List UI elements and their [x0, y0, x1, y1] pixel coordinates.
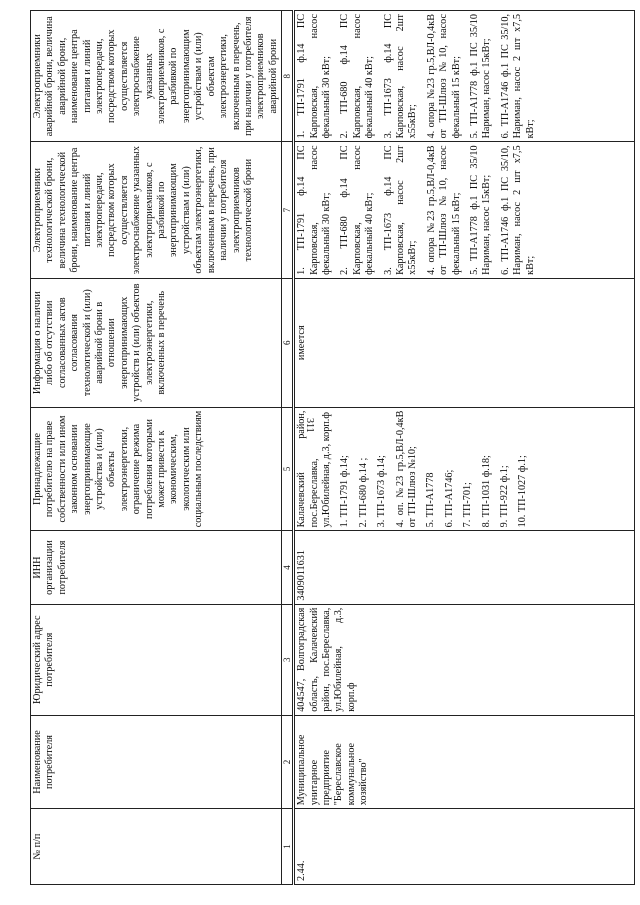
- consumer-table: [30, 10, 635, 885]
- facility-item: 3. ТП-1673 ф.14;: [376, 455, 388, 528]
- table-row: [294, 11, 635, 885]
- column-number: 3: [282, 604, 294, 715]
- header-facilities: Принадлежащие потребителю на праве собственности или ином законном основании энергопринимающие устройства и (или) объекты электроэнергетики, ограничение режима потребления которыми может привести к экономическим, экологическим или социальным последствиям: [31, 407, 282, 531]
- emergency-armor-item: 3. ТП-1673 ф.14 ПС Карповская, насос 2шт х55кВт;: [382, 14, 419, 139]
- tech-armor-item: 2. ТП-680 ф.14 ПС Карповская, насос фекальный 40 кВт;: [339, 145, 376, 275]
- tech-armor-cell: [294, 142, 635, 278]
- tech-armor-item: 4. опора №23 гр.5,ВЛ-0,4кВ от ТП-Шлюз №10, насос фекальный 15 кВт;: [425, 145, 462, 275]
- acts-status: имеется: [294, 278, 635, 407]
- column-number: 4: [282, 531, 294, 604]
- column-number: 6: [282, 278, 294, 407]
- inn-value: 3409011631: [294, 531, 635, 604]
- column-number: 8: [282, 11, 294, 142]
- header-row: [31, 11, 282, 885]
- legal-address: 404547, Волгоградская область, Калачевский район, пос.Береславка, ул.Юбилейная, д.3, корп.ф: [294, 604, 635, 715]
- consumer-name: Муниципальное унитарное предприятие "Береславское коммунальное хозяйство": [294, 715, 635, 808]
- column-number: 2: [282, 715, 294, 808]
- tech-armor-item: 5. ТП-А1778 ф.1 ПС 35/10 Нариман, насос 15кВт;: [469, 145, 493, 275]
- header-emergency-armor: Электроприемники аварийной брони, величина аварийной брони, наименование центра питания и линий электропередачи, посредством которых осуществляется электроснабжение указанных электроприемников, с разбивкой по энергопринимающим устройствам и (или) объектам электроэнергетики, включенным в перечень, при наличии у потребителя электроприемников аварийной брони: [31, 11, 282, 142]
- tech-armor-item: 1. ТП-1791 ф.14 ПС Карповская, насос фекальный 30 кВт;: [296, 145, 332, 275]
- header-consumer-name: Наименование потребителя: [31, 715, 282, 808]
- header-num: № п/п: [31, 809, 282, 885]
- column-number-row: [282, 11, 294, 885]
- header-tech-armor: Электроприемники технологической брони, величина технологической брони, наименование центра питания и линий электропередачи, посредством которых осуществляется электроснабжение указанных электроприемников, с разбивкой по энергопринимающим устройствам и (или) объектам электроэнергетики, включенным в перечень, при наличии у потребителя электроприемников технологической брони: [31, 142, 282, 278]
- facility-item: 9. ТП-922 ф.1;: [499, 465, 510, 528]
- header-acts: Информация о наличии либо об отсутствии согласованных актов согласования технологической и (или) аварийной брони в отношении энергопринимающих устройств и (или) объектов электроэнергетики, включенных в перечень: [31, 278, 282, 407]
- facility-item: Калачевский район, пос.Береславка, ул.Юбилейная, д.3, корп.ф: [296, 410, 332, 528]
- facility-item: 7. ТП-701;: [462, 482, 474, 528]
- page-number: 311: [304, 418, 315, 433]
- tech-armor-item: 3. ТП-1673 ф.14 ПС Карповская, насос 2шт х55кВт;: [382, 145, 419, 275]
- emergency-armor-item: 2. ТП-680 ф.14 ПС Карповская, насос фекальный 40 кВт;: [339, 14, 376, 139]
- emergency-armor-cell: [294, 11, 635, 142]
- column-number: 7: [282, 142, 294, 278]
- tech-armor-item: 6. ТП-А1746 ф.1 ПС 35/10, Нариман, насос 2 шт х7,5 кВт;: [499, 145, 536, 275]
- header-legal-address: Юридический адрес потребителя: [31, 604, 282, 715]
- emergency-armor-item: 6. ТП-А1746 ф.1 ПС 35/10, Нариман, насос 2 шт х7,5 кВт;: [499, 14, 536, 139]
- emergency-armor-item: 1. ТП-1791 ф.14 ПС Карповская, насос фекальный 30 кВт;: [296, 14, 332, 139]
- header-inn: ИНН организации потребителя: [31, 531, 282, 604]
- facility-item: 10. ТП-1027 ф.1;: [517, 455, 529, 528]
- facility-item: 2. ТП-680 ф.14 ;: [357, 457, 369, 528]
- facility-item: 5. ТП-А1778: [425, 472, 437, 528]
- facility-item: 8. ТП-1031 ф.18;: [480, 455, 492, 528]
- emergency-armor-item: 5. ТП-А1778 ф.1 ПС 35/10 Нариман, насос 15кВт;: [469, 14, 493, 139]
- column-number: 1: [282, 809, 294, 885]
- facility-item: 1. ТП-1791 ф.14;: [339, 455, 351, 528]
- row-number: 2.44.: [294, 809, 635, 885]
- column-number: 5: [282, 407, 294, 531]
- facilities-cell: [294, 407, 635, 531]
- facility-item: 4. оп. №23 гр.5,ВЛ-0,4кВ от ТП-Шлюз №10;: [394, 410, 418, 528]
- consumer-table-rotated: [30, 10, 635, 885]
- facility-item: 6. ТП-А1746;: [443, 469, 455, 528]
- emergency-armor-item: 4. опора №23 гр.5,ВЛ-0,4кВ от ТП-Шлюз №10, насос фекальный 15 кВт;: [425, 14, 462, 139]
